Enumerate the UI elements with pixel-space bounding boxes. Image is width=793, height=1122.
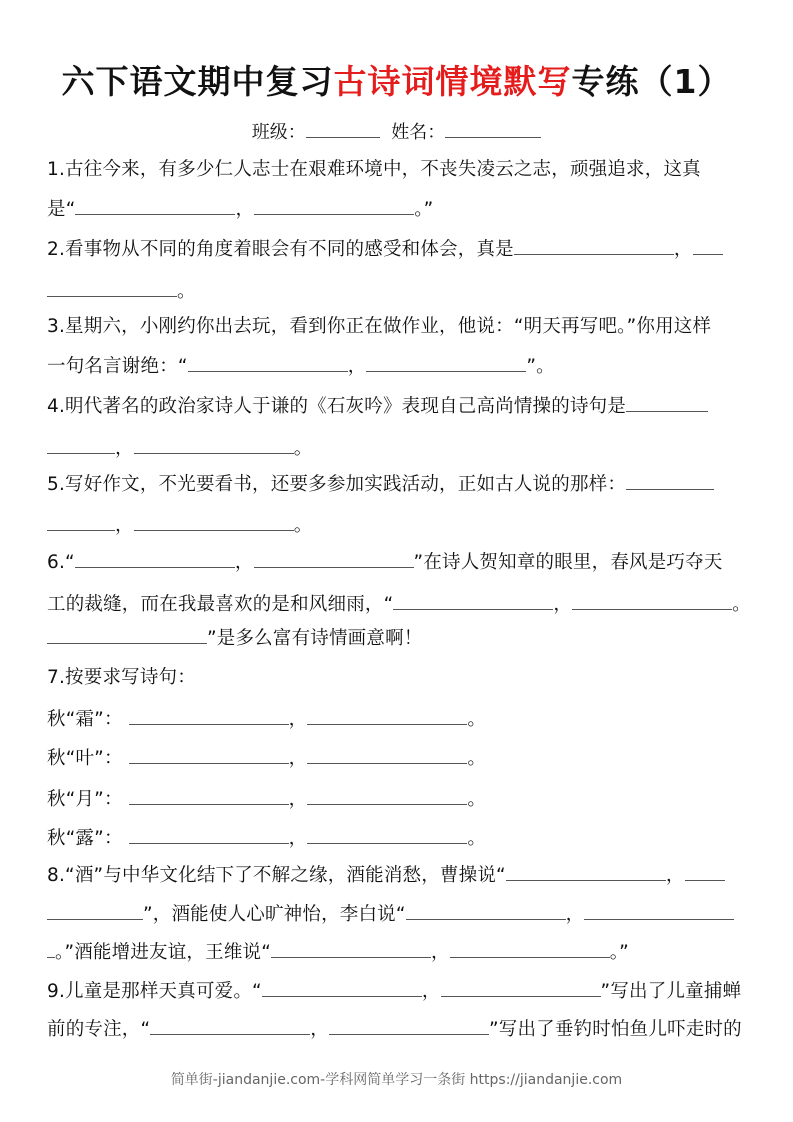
q3-prefix: 一句名言谢绝：“ bbox=[47, 356, 188, 377]
q8-blank-2a[interactable] bbox=[685, 862, 725, 881]
q6-blank-1[interactable] bbox=[75, 549, 235, 568]
q4-blank-2[interactable] bbox=[134, 435, 294, 454]
q6-line2-prefix: 工的裁缝，而在我最喜欢的是和风细雨，“ bbox=[47, 594, 394, 615]
q1-blank-1[interactable] bbox=[75, 196, 235, 215]
q5-line2 bbox=[47, 512, 312, 538]
q8-blank-4a[interactable] bbox=[584, 901, 734, 920]
q9-blank-3[interactable] bbox=[150, 1016, 310, 1035]
q1-comma: ， bbox=[235, 199, 255, 220]
q7-end: 。 bbox=[467, 828, 487, 849]
q7-label-leaf: 秋“叶”： bbox=[47, 748, 123, 769]
q9-prefix: 9.儿童是那样天真可爱。“ bbox=[47, 981, 262, 1002]
title-prefix: 六下语文期中复习 bbox=[61, 62, 334, 101]
q3-blank-2[interactable] bbox=[366, 353, 526, 372]
q3-end: ”。 bbox=[526, 356, 555, 377]
title-suffix: 专练（1） bbox=[571, 62, 732, 101]
q8-blank-2b[interactable] bbox=[47, 901, 143, 920]
q8-blank-1[interactable] bbox=[506, 862, 666, 881]
q5-blank-1b[interactable] bbox=[47, 512, 115, 531]
class-label: 班级： bbox=[251, 122, 306, 143]
q9-line2-suffix: ”写出了垂钓时怕鱼儿吓走时的 bbox=[489, 1019, 742, 1040]
q6-period: 。 bbox=[732, 594, 751, 615]
q9-comma: ， bbox=[421, 981, 441, 1002]
q8-blank-5[interactable] bbox=[271, 939, 431, 958]
q6-comma-2: ， bbox=[553, 594, 573, 615]
q8-blank-6[interactable] bbox=[450, 939, 610, 958]
q4-comma: ， bbox=[115, 438, 134, 459]
q6-line2 bbox=[47, 591, 751, 617]
q1-prefix: 是“ bbox=[47, 199, 76, 220]
q2-blank-1[interactable] bbox=[514, 236, 674, 255]
q8-comma-2: ， bbox=[565, 904, 585, 925]
q6-blank-5[interactable] bbox=[47, 625, 207, 644]
q8-line1 bbox=[47, 862, 725, 888]
q8-text: 8.“酒”与中华文化结下了不解之缘，酒能消愁，曹操说“ bbox=[47, 865, 506, 886]
q2-line1 bbox=[47, 236, 723, 262]
page-title bbox=[0, 56, 793, 103]
class-field[interactable] bbox=[306, 119, 380, 138]
q8-comma-3: ， bbox=[431, 942, 450, 963]
q3-line1: 3.星期六，小刚约你出去玩，看到你正在做作业，他说：“明天再写吧。”你用这样 bbox=[47, 316, 712, 337]
q9-comma-2: ， bbox=[310, 1019, 329, 1040]
q7-comma: ， bbox=[288, 709, 308, 730]
q9-line1-suffix: ”写出了儿童捕蝉 bbox=[600, 981, 742, 1002]
q5-blank-1a[interactable] bbox=[626, 471, 714, 490]
q7-frost-blank-2[interactable] bbox=[307, 706, 467, 725]
q7-item-frost bbox=[47, 706, 486, 732]
q7-intro: 7.按要求写诗句： bbox=[47, 667, 196, 688]
q8-blank-3[interactable] bbox=[406, 901, 566, 920]
q2-end: 。 bbox=[177, 281, 196, 302]
q5-blank-2[interactable] bbox=[134, 512, 294, 531]
q2-line2 bbox=[47, 278, 196, 304]
q9-blank-2[interactable] bbox=[441, 978, 601, 997]
q9-line2-prefix: 前的专注，“ bbox=[47, 1019, 151, 1040]
q7-end: 。 bbox=[467, 709, 487, 730]
q8-line3-mid: 。”酒能增进友谊，王维说“ bbox=[55, 942, 272, 963]
q4-blank-1a[interactable] bbox=[626, 393, 708, 412]
q7-frost-blank-1[interactable] bbox=[129, 706, 289, 725]
q8-end: 。” bbox=[609, 942, 629, 963]
q1-blank-2[interactable] bbox=[254, 196, 414, 215]
q7-moon-blank-1[interactable] bbox=[129, 786, 289, 805]
q2-blank-2a[interactable] bbox=[693, 236, 723, 255]
q7-item-dew bbox=[47, 825, 486, 851]
q9-line2 bbox=[47, 1016, 742, 1042]
q7-item-leaf bbox=[47, 745, 486, 771]
q7-comma: ， bbox=[288, 828, 308, 849]
name-label: 姓名： bbox=[391, 122, 446, 143]
q2-text: 2.看事物从不同的角度着眼会有不同的感受和体会，真是 bbox=[47, 239, 514, 260]
q8-blank-4b[interactable] bbox=[47, 939, 55, 958]
q7-label-frost: 秋“霜”： bbox=[47, 709, 123, 730]
q7-end: 。 bbox=[467, 789, 487, 810]
q4-end: 。 bbox=[293, 438, 313, 459]
q2-blank-2b[interactable] bbox=[47, 278, 177, 297]
q8-comma: ， bbox=[665, 865, 685, 886]
q6-line3 bbox=[47, 625, 423, 651]
title-highlight: 古诗词情境默写 bbox=[333, 62, 572, 101]
q7-comma: ， bbox=[288, 789, 308, 810]
q1-line2 bbox=[47, 196, 433, 222]
q3-blank-1[interactable] bbox=[188, 353, 348, 372]
q4-text: 4.明代著名的政治家诗人于谦的《石灰吟》表现自己高尚情操的诗句是 bbox=[47, 396, 627, 417]
q6-line1-suffix: ”在诗人贺知章的眼里，春风是巧夺天 bbox=[413, 552, 723, 573]
q7-label-moon: 秋“月”： bbox=[47, 789, 123, 810]
q6-prefix: 6.“ bbox=[47, 552, 75, 573]
q7-label-dew: 秋“露”： bbox=[47, 828, 123, 849]
q9-blank-1[interactable] bbox=[262, 978, 422, 997]
q8-line2 bbox=[47, 901, 734, 927]
q5-end: 。 bbox=[293, 515, 313, 536]
q8-line3 bbox=[47, 939, 629, 965]
q7-moon-blank-2[interactable] bbox=[307, 786, 467, 805]
name-field[interactable] bbox=[445, 119, 541, 138]
q3-line2 bbox=[47, 353, 555, 379]
q6-line3-suffix: ”是多么富有诗情画意啊！ bbox=[207, 628, 423, 649]
q7-item-moon bbox=[47, 786, 486, 812]
q8-line2-mid: ”，酒能使人心旷神怡，李白说“ bbox=[143, 904, 406, 925]
footer-watermark: 简单街-jiandanjie.com-学科网简单学习一条街 https://jiandanjie.com bbox=[170, 1072, 623, 1088]
q4-line2 bbox=[47, 435, 312, 461]
q6-blank-3[interactable] bbox=[393, 591, 553, 610]
q4-blank-1b[interactable] bbox=[47, 435, 115, 454]
q5-comma: ， bbox=[115, 515, 134, 536]
q6-line1 bbox=[47, 549, 723, 575]
q6-comma: ， bbox=[234, 552, 254, 573]
q1-end: 。” bbox=[414, 199, 434, 220]
q7-comma: ， bbox=[288, 748, 308, 769]
q2-comma: ， bbox=[673, 239, 693, 260]
q7-dew-blank-2[interactable] bbox=[307, 825, 467, 844]
q7-leaf-blank-2[interactable] bbox=[307, 745, 467, 764]
q9-blank-4[interactable] bbox=[329, 1016, 489, 1035]
q7-end: 。 bbox=[467, 748, 487, 769]
q7-dew-blank-1[interactable] bbox=[129, 825, 289, 844]
q3-comma: ， bbox=[347, 356, 367, 377]
q7-leaf-blank-1[interactable] bbox=[129, 745, 289, 764]
q9-line1 bbox=[47, 978, 741, 1004]
class-name-row bbox=[0, 118, 793, 144]
q4-line1 bbox=[47, 393, 708, 419]
q1-line1: 1.古往今来，有多少仁人志士在艰难环境中，不丧失凌云之志，顽强追求，这真 bbox=[47, 159, 701, 180]
q6-blank-4[interactable] bbox=[572, 591, 732, 610]
q5-line1 bbox=[47, 471, 714, 497]
q6-blank-2[interactable] bbox=[254, 549, 414, 568]
q5-text: 5.写好作文，不光要看书，还要多参加实践活动，正如古人说的那样： bbox=[47, 474, 627, 495]
